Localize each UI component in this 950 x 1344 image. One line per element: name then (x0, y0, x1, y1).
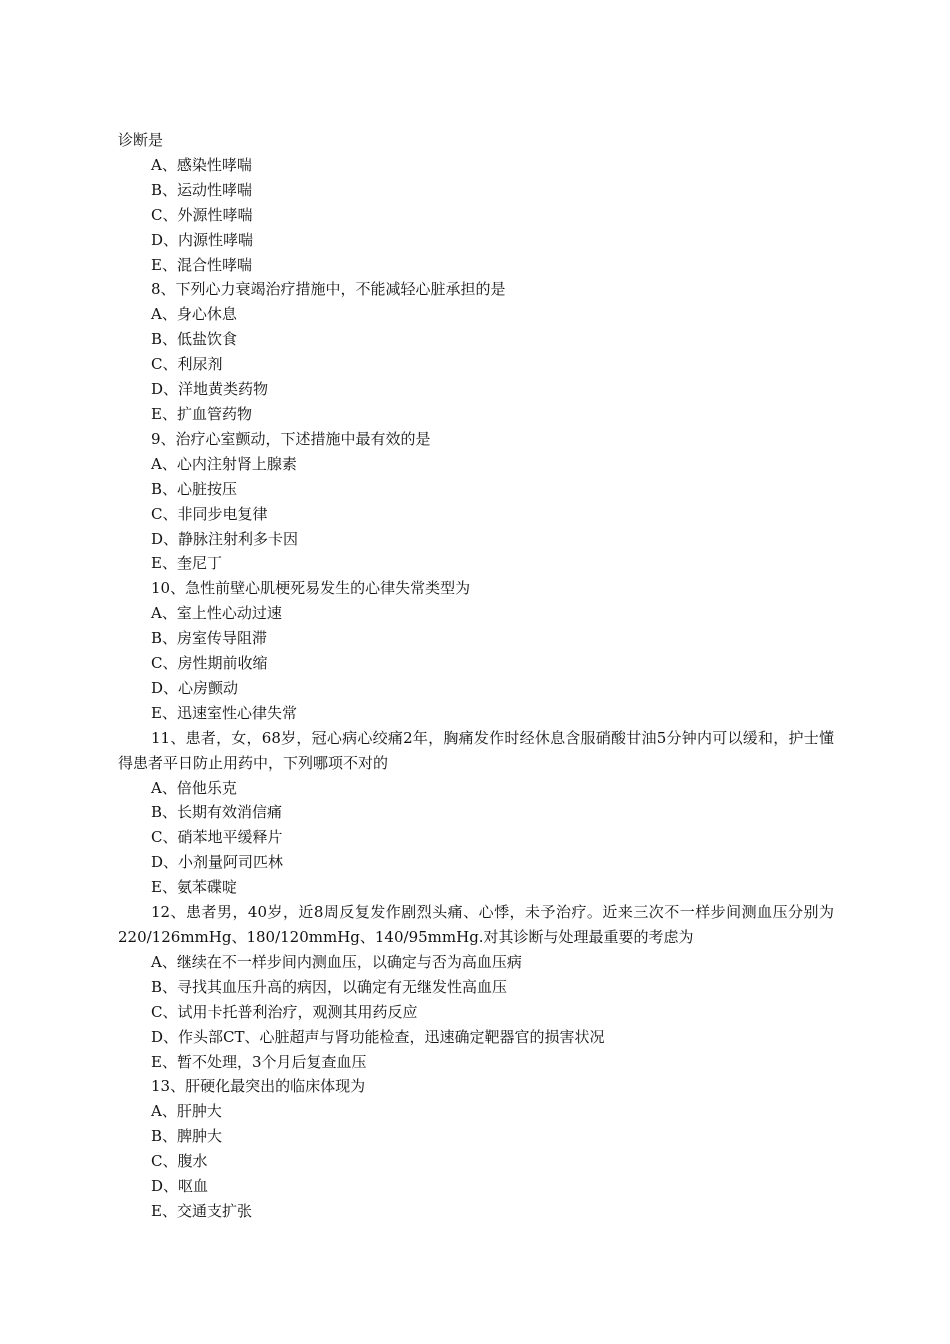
option-line: C、外源性哮喘 (151, 205, 253, 224)
question-paragraph: 11、患者，女，68岁，冠心病心绞痛2年，胸痛发作时经休息含服硝酸甘油5分钟内可以缓和，护士懂得患者平日防止用药中，下列哪项不对的 (118, 728, 834, 772)
question-line: 8、下列心力衰竭治疗措施中，不能减轻心脏承担的是 (151, 280, 506, 299)
text-line: 诊断是 (118, 131, 164, 149)
option-line: A、继续在不一样步间内测血压，以确定与否为高血压病 (151, 952, 522, 971)
option-line: B、长期有效消信痛 (151, 803, 283, 822)
option-line: E、暂不处理，3个月后复查血压 (151, 1052, 367, 1071)
option-line: E、迅速室性心律失常 (151, 703, 297, 722)
option-line: A、感染性哮喘 (151, 155, 252, 174)
option-line: B、低盐饮食 (151, 330, 238, 349)
option-line: C、房性期前收缩 (151, 654, 268, 673)
option-line: E、混合性哮喘 (151, 255, 252, 274)
option-line: D、小剂量阿司匹林 (151, 853, 284, 872)
option-line: C、非同步电复律 (151, 504, 268, 523)
option-line: C、利尿剂 (151, 355, 223, 374)
option-line: D、心房颤动 (151, 678, 239, 697)
option-line: B、心脏按压 (151, 479, 238, 498)
option-line: D、呕血 (151, 1177, 209, 1196)
option-line: C、试用卡托普利治疗，观测其用药反应 (151, 1002, 418, 1021)
option-line: A、心内注射肾上腺素 (151, 454, 297, 473)
option-line: E、交通支扩张 (151, 1201, 252, 1220)
option-line: D、作头部CT、心脏超声与肾功能检查，迅速确定靶器官的损害状况 (151, 1027, 605, 1046)
option-line: A、肝肿大 (151, 1102, 222, 1121)
option-line: C、腹水 (151, 1152, 208, 1171)
option-line: E、氨苯碟啶 (151, 878, 237, 897)
question-line: 9、治疗心室颤动，下述措施中最有效的是 (151, 429, 431, 448)
document-page (118, 128, 834, 1224)
option-line: B、寻找其血压升高的病因，以确定有无继发性高血压 (151, 977, 508, 996)
option-line: D、静脉注射利多卡因 (151, 529, 299, 548)
option-line: D、洋地黄类药物 (151, 380, 269, 399)
question-paragraph: 12、患者男，40岁，近8周反复发作剧烈头痛、心悸，未予治疗。近来三次不一样步间测血压分别为220/126mmHg、180/120mmHg、140/95mmHg.对其诊断与处理最重要的考虑为 (118, 903, 834, 946)
option-line: B、房室传导阻滞 (151, 629, 268, 648)
option-line: A、身心休息 (151, 305, 237, 324)
option-line: E、扩血管药物 (151, 404, 252, 423)
option-line: C、硝苯地平缓释片 (151, 828, 283, 847)
option-line: D、内源性哮喘 (151, 230, 254, 249)
option-line: A、室上性心动过速 (151, 604, 282, 623)
option-line: A、倍他乐克 (151, 778, 237, 797)
question-line: 13、肝硬化最突出的临床体现为 (151, 1077, 366, 1096)
option-line: B、运动性哮喘 (151, 180, 253, 199)
option-line: B、脾肿大 (151, 1127, 223, 1146)
question-line: 10、急性前壁心肌梗死易发生的心律失常类型为 (151, 579, 471, 598)
option-line: E、奎尼丁 (151, 554, 222, 573)
